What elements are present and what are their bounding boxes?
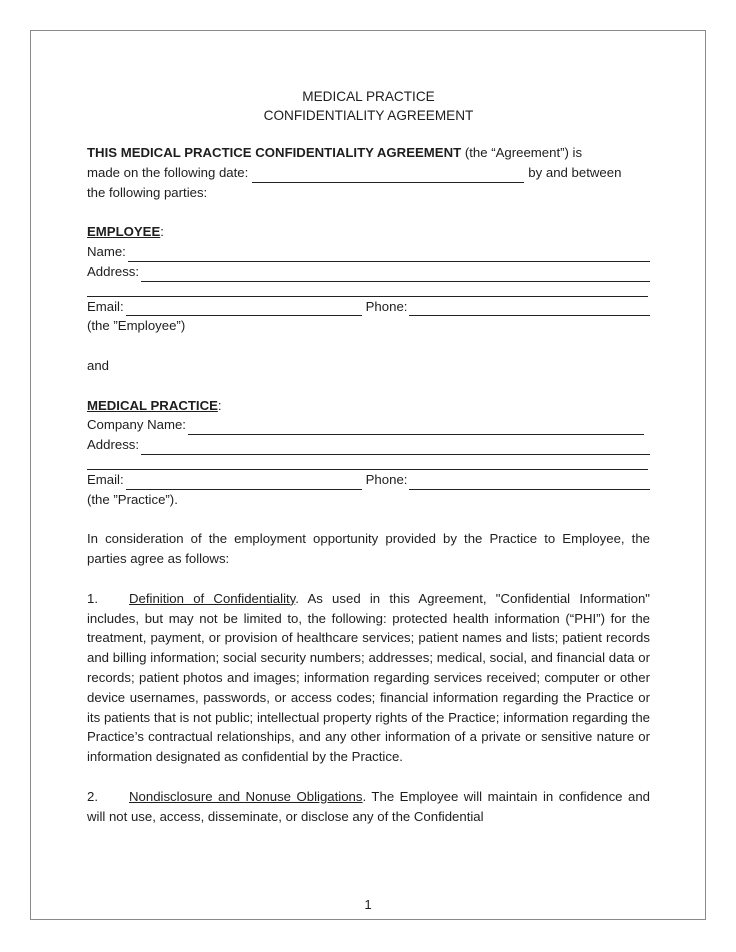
section-1-heading: Definition of Confidentiality [129,590,296,606]
section-2-heading: Nondisclosure and Nonuse Obligations [129,788,363,804]
document-body [87,87,650,826]
practice-heading-text: MEDICAL PRACTICE [87,397,218,413]
employee-contact-row [87,297,650,317]
practice-company-label: Company Name: [87,417,186,433]
practice-address-row [87,435,650,455]
intro-parties: the following parties: [87,184,208,200]
section-2-number: 2. [87,788,98,804]
employee-alias: (the ”Employee”) [87,318,186,334]
date-blank-line[interactable] [252,168,524,183]
employee-address-row-2 [87,282,650,297]
practice-address-row-2 [87,455,650,470]
document-title [87,87,650,125]
practice-phone-line[interactable] [409,475,650,490]
practice-contact-row [87,470,650,490]
employee-address-line-2[interactable] [87,282,648,297]
employee-email-line[interactable] [126,301,362,316]
section-1 [87,589,650,767]
practice-alias: (the ”Practice”). [87,491,178,507]
employee-name-row [87,242,650,262]
document-page [30,30,706,920]
section-2-body: . The Employee will maintain in confidence and will not use, access, disseminate, or disclose any of the Confidential [87,788,650,824]
employee-address-row [87,262,650,282]
section-1-number: 1. [87,590,98,606]
employee-phone-line[interactable] [409,301,650,316]
intro-line-1 [87,143,650,163]
practice-email-line[interactable] [126,475,362,490]
title-line-2: CONFIDENTIALITY AGREEMENT [263,108,474,123]
practice-address-line[interactable] [141,440,650,455]
employee-heading [87,222,650,242]
section-1-body: . As used in this Agreement, "Confidential Information" includes, but may not be limited to, the following: protected health information (“PHI”) for the treatment, payment, or provision of healthcare services; patient names and lists; patient records and billing information; social security numbers; addresses; medical, social, and financial data or records; patient photos and images; information regarding services received; computer or other device usernames, passwords, or access codes; financial information regarding the Practice or its patients that is not public; intellectual property rights of the Practice; information regarding the Practice’s contractual relationships, and any other information of a private or sensitive nature or information designated as confidential by the Practice. [87,590,650,765]
and-text: and [87,357,110,373]
intro-after-bold: (the “Agreement”) is [461,145,583,160]
practice-heading [87,396,650,416]
employee-name-line[interactable] [128,247,650,262]
consideration-paragraph: In consideration of the employment opportunity provided by the Practice to Employee, the parties agree as follows: [87,531,650,567]
employee-address-line[interactable] [141,267,650,282]
section-2 [87,787,650,827]
practice-heading-colon: : [217,397,222,413]
employee-heading-text: EMPLOYEE [87,224,161,240]
employee-phone-label: Phone: [365,298,408,314]
practice-address-label: Address: [87,437,140,453]
page-number: 1 [364,897,372,912]
title-line-1: MEDICAL PRACTICE [302,89,435,104]
date-label: made on the following date: [87,164,249,180]
intro-bold-text: THIS MEDICAL PRACTICE CONFIDENTIALITY AGREEMENT [87,145,462,160]
intro-date-row [87,163,650,183]
practice-company-line[interactable] [188,420,644,435]
employee-heading-colon: : [160,224,164,240]
practice-company-row [87,415,650,435]
practice-email-label: Email: [87,471,124,487]
practice-phone-label: Phone: [365,471,408,487]
employee-email-label: Email: [87,298,124,314]
employee-name-label: Name: [87,243,126,259]
employee-address-label: Address: [87,263,140,279]
date-suffix: by and between [528,164,622,180]
practice-address-line-2[interactable] [87,455,648,470]
